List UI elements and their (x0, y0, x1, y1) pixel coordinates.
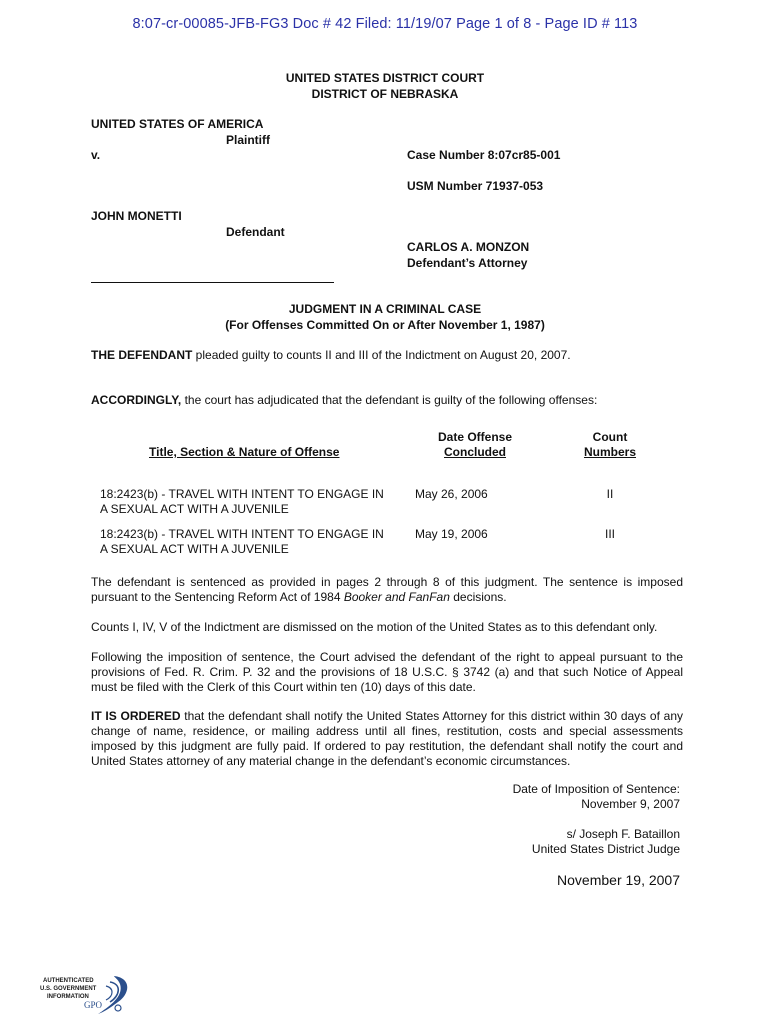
adjudication-paragraph (91, 393, 691, 408)
caption-divider (91, 282, 334, 283)
order-lead: IT IS ORDERED (91, 709, 181, 723)
logo-line2: U.S. GOVERNMENT (40, 986, 97, 992)
plaintiff-role: Plaintiff (226, 133, 270, 147)
plaintiff-name: UNITED STATES OF AMERICA (91, 117, 264, 131)
dismissal-paragraph: Counts I, IV, V of the Indictment are dismissed on the motion of the United States as to this defendant only. (91, 620, 658, 634)
logo-line4: GPO (84, 1000, 103, 1010)
logo-line1: AUTHENTICATED (43, 978, 94, 984)
offense-title-line1: 18:2423(b) - TRAVEL WITH INTENT TO ENGAGE IN (100, 487, 384, 501)
adjudication-text: the court has adjudicated that the defendant is guilty of the following offenses: (181, 393, 598, 407)
court-district: DISTRICT OF NEBRASKA (311, 87, 459, 101)
judgment-title: JUDGMENT IN A CRIMINAL CASE (288, 302, 482, 316)
filing-stamp: 8:07-cr-00085-JFB-FG3 Doc # 42 Filed: 11/19/07 Page 1 of 8 - Page ID # 113 (132, 16, 638, 32)
offense-title-line1: 18:2423(b) - TRAVEL WITH INTENT TO ENGAGE IN (100, 527, 384, 541)
usm-number: USM Number 71937-053 (407, 179, 544, 193)
judge-title: United States District Judge (531, 842, 680, 856)
offense-title-line2: A SEXUAL ACT WITH A JUVENILE (100, 502, 289, 516)
offense-date: May 26, 2006 (415, 487, 488, 501)
header-date-line1: Date Offense (437, 430, 513, 444)
sentence-text-a: The defendant is sentenced as provided in pages 2 through 8 of this judgment. The sentence is imposed pursuant to the Sentencing Reform Act of 1984 (91, 575, 683, 604)
plea-text: pleaded guilty to counts II and III of the Indictment on August 20, 2007. (192, 348, 571, 362)
adjudication-lead: ACCORDINGLY, (91, 393, 182, 407)
offense-date: May 19, 2006 (415, 527, 488, 541)
imposition-date: November 9, 2007 (581, 797, 680, 811)
sentence-decisions: Booker and FanFan (343, 590, 450, 604)
defendant-role: Defendant (226, 225, 285, 239)
signed-date: November 19, 2007 (557, 872, 680, 888)
plea-paragraph (91, 348, 691, 363)
attorney-name: CARLOS A. MONZON (407, 240, 530, 254)
appeal-paragraph: Following the imposition of sentence, the Court advised the defendant of the right to appeal pursuant to the provisions of Fed. R. Crim. P. 32 and the provisions of 18 U.S.C. § 3742 (a) and that such Notice of Appeal must be filed with the Clerk of this Court within ten (10) days of this date. (91, 650, 683, 694)
header-count-line1: Count (592, 430, 628, 444)
sentence-paragraph (91, 575, 683, 605)
order-text: that the defendant shall notify the United States Attorney for this district within 30 days of any change of name, residence, or mailing address until all fines, restitution, costs and special assessments imposed by this judgment are fully paid. If ordered to pay restitution, the defendant shall notify the court and United States attorney of any material change in the defendant’s economic circumstances. (91, 709, 683, 768)
offense-count: II (606, 487, 614, 501)
sentence-text-b: decisions. (449, 590, 507, 604)
header-date-line2: Concluded (444, 445, 506, 459)
court-name: UNITED STATES DISTRICT COURT (285, 71, 485, 85)
plea-lead: THE DEFENDANT (91, 348, 193, 362)
versus: v. (91, 148, 101, 162)
logo-line3: INFORMATION (47, 994, 89, 1000)
order-paragraph (91, 709, 683, 769)
case-number: Case Number 8:07cr85-001 (407, 148, 561, 162)
offense-title-line2: A SEXUAL ACT WITH A JUVENILE (100, 542, 289, 556)
imposition-label: Date of Imposition of Sentence: (512, 782, 680, 796)
gpo-authentication-logo (40, 972, 132, 1016)
attorney-role: Defendant’s Attorney (407, 256, 528, 270)
offense-count: III (604, 527, 615, 541)
header-count-line2: Numbers (583, 445, 636, 459)
header-offense-title: Title, Section & Nature of Offense (149, 445, 340, 459)
judge-signature: s/ Joseph F. Bataillon (566, 827, 680, 841)
defendant-name: JOHN MONETTI (91, 209, 182, 223)
judgment-subtitle: (For Offenses Committed On or After November 1, 1987) (225, 318, 545, 332)
